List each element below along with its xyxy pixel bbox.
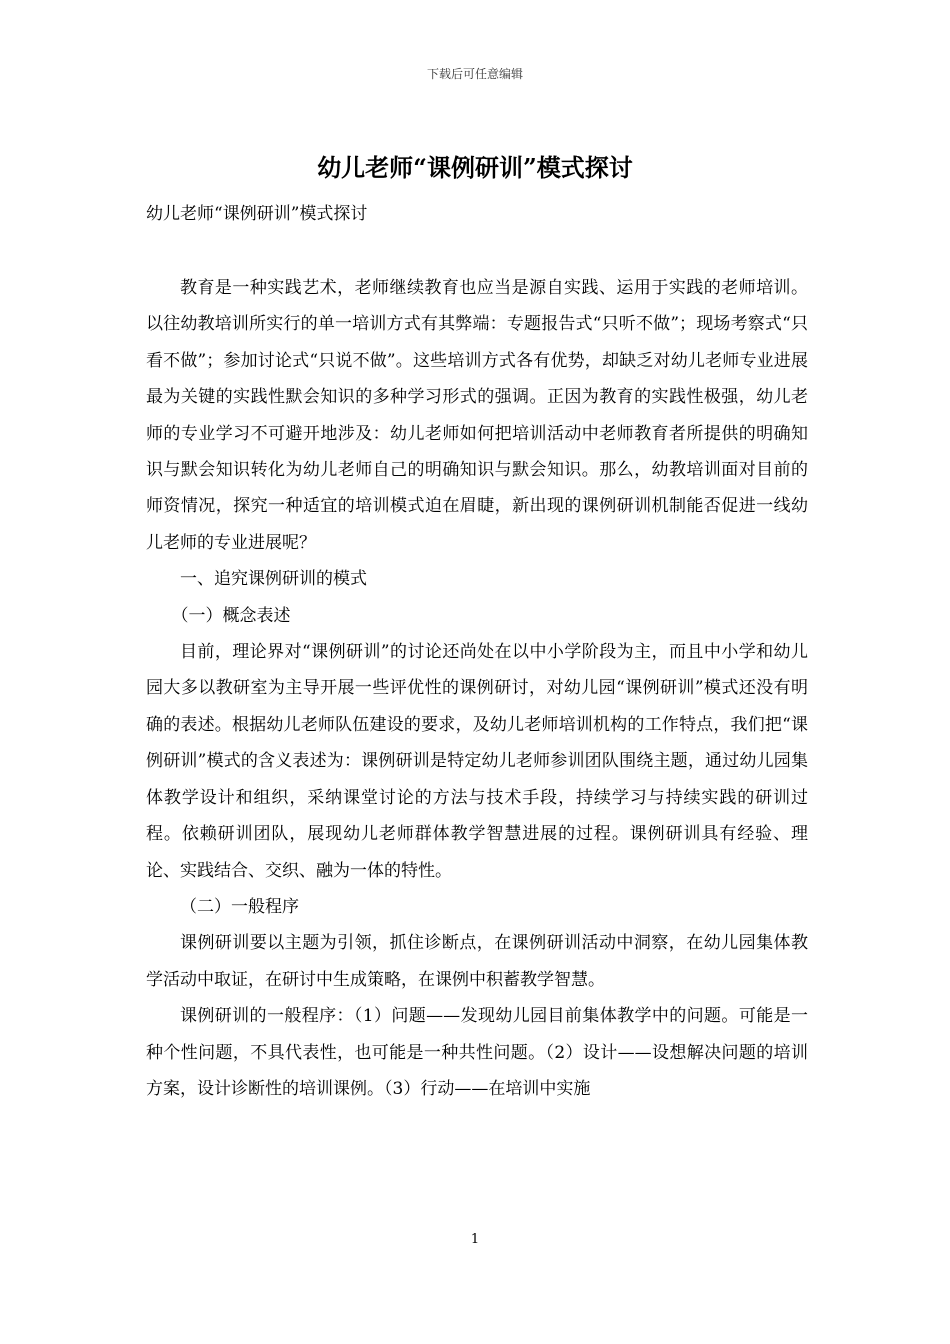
paragraph-intro: 教育是一种实践艺术，老师继续教育也应当是源自实践、运用于实践的老师培训。以往幼教培训所实行的单一培训方式有其弊端：专题报告式“只听不做”；现场考察式“只看不做”；参加讨论式“只说不做”。这些培训方式各有优势，却缺乏对幼儿老师专业进展最为关键的实践性默会知识的多种学习形式的强调。正因为教育的实践性极强，幼儿老师的专业学习不可避开地涉及：幼儿老师如何把培训活动中老师教育者所提供的明确知识与默会知识转化为幼儿老师自己的明确知识与默会知识。那么，幼教培训面对目前的师资情况，探究一种适宜的培训模式迫在眉睫，新出现的课例研训机制能否促进一线幼儿老师的专业进展呢？	[146, 278, 808, 553]
section-heading-1: 一、追究课例研训的模式	[180, 569, 367, 590]
paragraph-procedure-steps: 课例研训的一般程序：（1）问题——发现幼儿园目前集体教学中的问题。可能是一种个性问题，不具代表性，也可能是一种共性问题。（2）设计——设想解决问题的培训方案，设计诊断性的培训课例。（3）行动——在培训中实施	[146, 1006, 808, 1099]
document-title: 幼儿老师“课例研训”模式探讨	[317, 153, 633, 182]
page-number: 1	[470, 1232, 480, 1247]
document-body	[146, 270, 808, 1107]
document-subtitle: 幼儿老师“课例研训”模式探讨	[146, 204, 368, 224]
paragraph-procedure-intro: 课例研训要以主题为引领，抓住诊断点，在课例研训活动中洞察，在幼儿园集体教学活动中取证，在研讨中生成策略，在课例中积蓄教学智慧。	[146, 933, 808, 990]
subsection-heading-concept: （一）概念表述	[171, 605, 291, 626]
header-note: 下载后可任意编辑	[426, 67, 523, 81]
subsection-heading-procedure: （二）一般程序	[180, 896, 299, 917]
paragraph-concept: 目前，理论界对“课例研训”的讨论还尚处在以中小学阶段为主，而且中小学和幼儿园大多以教研室为主导开展一些评优性的课例研讨，对幼儿园“课例研训”模式还没有明确的表述。根据幼儿老师队伍建设的要求，及幼儿老师培训机构的工作特点，我们把“课例研训”模式的含义表述为：课例研训是特定幼儿老师参训团队围绕主题，通过幼儿园集体教学设计和组织，采纳课堂讨论的方法与技术手段，持续学习与持续实践的研训过程。依赖研训团队，展现幼儿老师群体教学智慧进展的过程。课例研训具有经验、理论、实践结合、交织、融为一体的特性。	[146, 642, 808, 881]
